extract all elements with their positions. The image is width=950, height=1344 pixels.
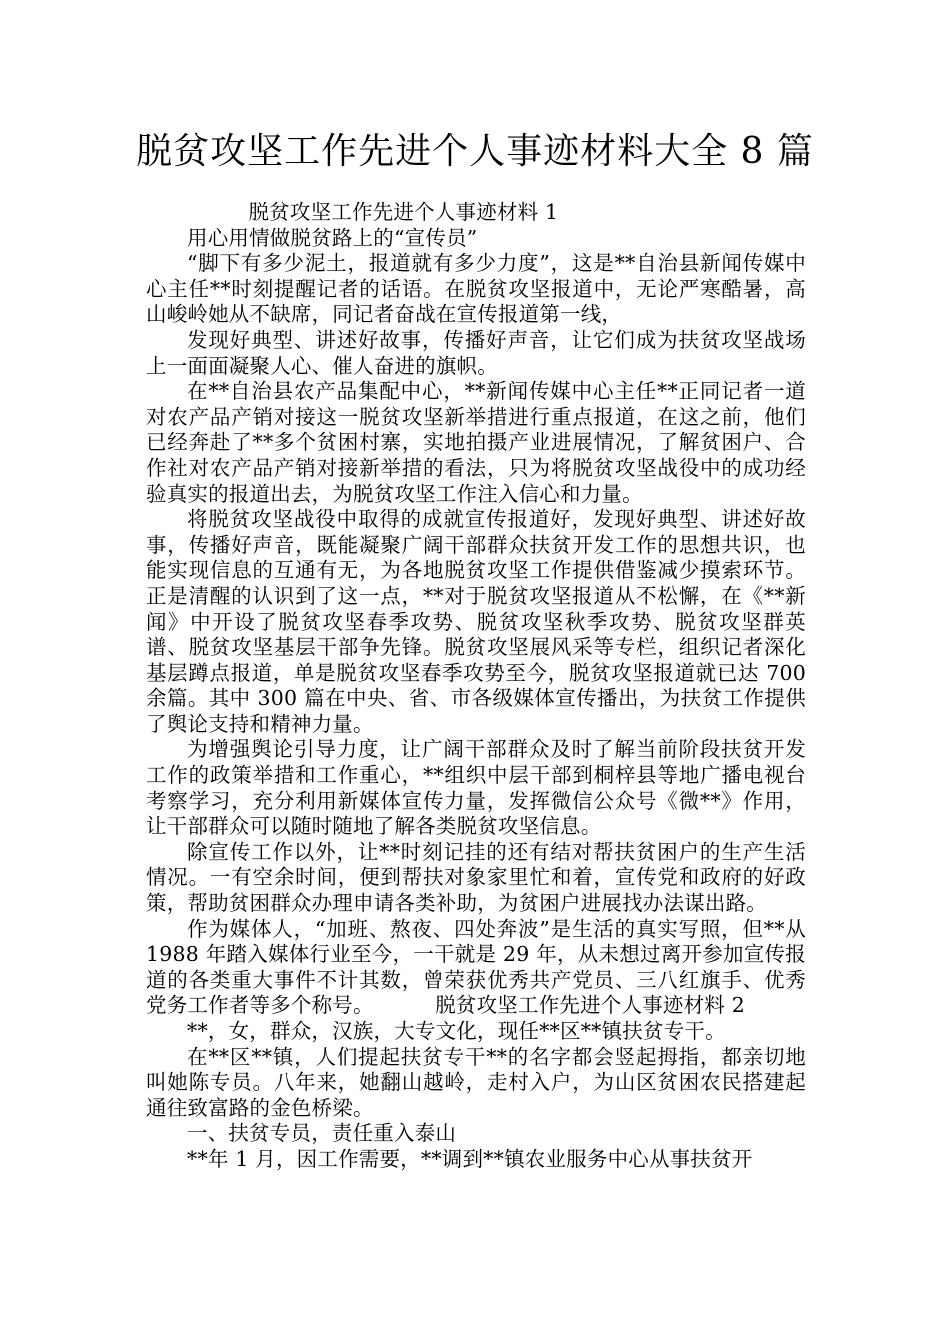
document-body xyxy=(146,200,806,1173)
paragraph: “脚下有多少泥土，报道就有多少力度”，这是**自治县新闻传媒中心主任**时刻提醒记者的话语。在脱贫攻坚报道中，无论严寒酷暑，高山峻岭她从不缺席，同记者奋战在宣传报道第一线， xyxy=(146,251,806,327)
section-heading-1: 脱贫攻坚工作先进个人事迹材料 1 xyxy=(248,200,559,224)
paragraph: **年 1 月，因工作需要，**调到**镇农业服务中心从事扶贫开 xyxy=(187,1146,753,1171)
paragraph: 发现好典型、讲述好故事，传播好声音，让它们成为扶贫攻坚战场上一面面凝聚人心、催人奋进的旗帜。 xyxy=(146,327,806,378)
section-heading-2: 脱贫攻坚工作先进个人事迹材料 2 xyxy=(435,993,745,1018)
paragraph: 在**自治县农产品集配中心，**新闻传媒中心主任**正同记者一道对农产品产销对接这一脱贫攻坚新举措进行重点报道，在这之前，他们已经奔赴了**多个贫困村寨，实地拍摄产业进展情况，了解贫困户、合作社对农产品产销对接新举措的看法，只为将脱贫攻坚战役中的成功经验真实的报道出去，为脱贫攻坚工作注入信心和力量。 xyxy=(146,379,806,506)
paragraph: 一、扶贫专员，责任重入泰山 xyxy=(187,1121,457,1146)
paragraph xyxy=(146,917,806,1019)
paragraph: 为增强舆论引导力度，让广阔干部群众及时了解当前阶段扶贫开发工作的政策举措和工作重心，**组织中层干部到桐梓县等地广播电视台考察学习，充分利用新媒体宣传力量，发挥微信公众号《微**》作用，让干部群众可以随时随地了解各类脱贫攻坚信息。 xyxy=(146,737,806,839)
paragraph: 用心用情做脱贫路上的“宣传员” xyxy=(187,225,478,250)
paragraph: 除宣传工作以外，让**时刻记挂的还有结对帮扶贫困户的生产生活情况。一有空余时间，便到帮扶对象家里忙和着，宣传党和政府的好政策，帮助贫困群众办理申请各类补助，为贫困户进展找办法谋出路。 xyxy=(146,839,806,916)
paragraph: 在**区**镇，人们提起扶贫专干**的名字都会竖起拇指，都亲切地叫她陈专员。八年来，她翻山越岭，走村入户，为山区贫困农民搭建起通往致富路的金色桥梁。 xyxy=(146,1044,806,1120)
paragraph: **，女，群众，汉族，大专文化，现任**区**镇扶贫专干。 xyxy=(187,1019,726,1043)
paragraph-text: 作为媒体人，“加班、熬夜、四处奔波”是生活的真实写照，但**从 1988 年踏入媒体行业至今，一干就是 29 年，从未想过离开参加宣传报道的各类重大事件不计其数，曾荣获优秀共产党员、三八红旗手、优秀党务工作者等多个称号。 xyxy=(146,916,806,1018)
document-title: 脱贫攻坚工作先进个人事迹材料大全 8 篇 xyxy=(136,131,814,172)
paragraph: 将脱贫攻坚战役中取得的成就宣传报道好，发现好典型、讲述好故事，传播好声音，既能凝聚广阔干部群众扶贫开发工作的思想共识，也能实现信息的互通有无，为各地脱贫攻坚工作提供借鉴减少摸索环节。正是清醒的认识到了这一点，**对于脱贫攻坚报道从不松懈，在《**新闻》中开设了脱贫攻坚春季攻势、脱贫攻坚秋季攻势、脱贫攻坚群英谱、脱贫攻坚基层干部争先锋。脱贫攻坚展风采等专栏，组织记者深化基层蹲点报道，单是脱贫攻坚春季攻势至今，脱贫攻坚报道就已达 700 余篇。其中 300 篇在中央、省、市各级媒体宣传播出，为扶贫工作提供了舆论支持和精神力量。 xyxy=(146,507,806,736)
